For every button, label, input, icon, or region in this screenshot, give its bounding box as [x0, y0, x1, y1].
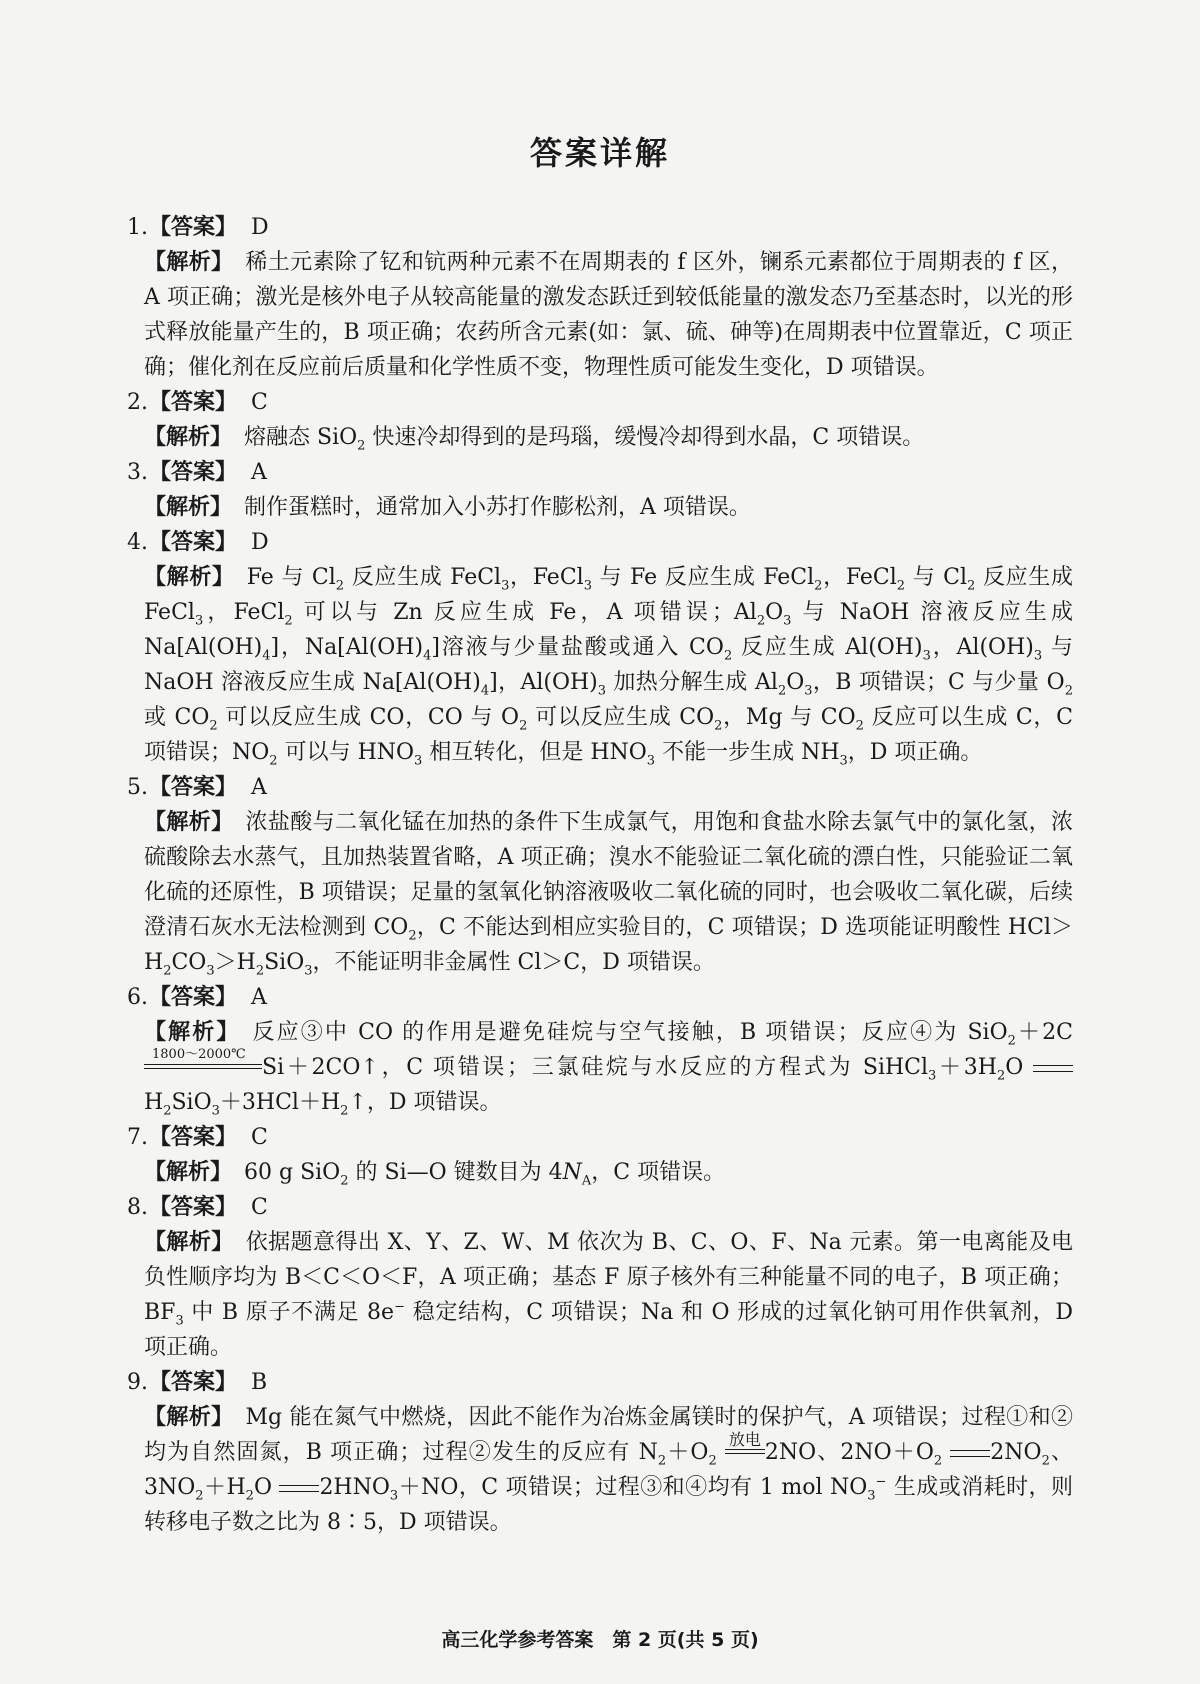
answer-item [127, 1365, 1073, 1540]
analysis-paragraph [127, 245, 1073, 385]
analysis-paragraph [127, 805, 1073, 980]
question-number: 8. [127, 1195, 148, 1220]
answer-list [127, 210, 1073, 1540]
answer-label: 【答案】 [149, 530, 238, 555]
answer-item [127, 210, 1073, 385]
answer-item [127, 455, 1073, 525]
answer-line [127, 210, 1073, 245]
answer-label: 【答案】 [149, 775, 238, 800]
question-number: 4. [127, 530, 148, 555]
answer-line [127, 385, 1073, 420]
answer-value: C [251, 1195, 268, 1220]
answer-line [127, 1365, 1073, 1400]
answer-line [127, 1190, 1073, 1225]
analysis-text: 浓盐酸与二氧化锰在加热的条件下生成氯气，用饱和食盐水除去氯气中的氯化氢，浓硫酸除去水蒸气，且加热装置省略，A 项正确；溴水不能验证二氧化硫的漂白性，只能验证二氧化硫的还原性，B 项错误；足量的氢氧化钠溶液吸收二氧化硫的同时，也会吸收二氧化碳，后续澄清石灰水无法检测到 $CO_2$，C 不能达到相应实验目的，C 项错误；D 选项能证明酸性 $HCl>H_2CO_3>H_2SiO_3$，不能证明非金属性 Cl＞C，D 项错误。 [144, 810, 1073, 979]
answer-line [127, 455, 1073, 490]
analysis-label: 【解析】 [144, 495, 233, 520]
answer-item [127, 1190, 1073, 1365]
question-number: 1. [127, 215, 148, 240]
analysis-label: 【解析】 [144, 1230, 234, 1255]
analysis-label: 【解析】 [144, 810, 234, 835]
analysis-text: Fe 与 $Cl_2$ 反应生成 FeCl$_3$，FeCl$_3$ 与 Fe 反应生成 FeCl$_2$，FeCl$_2$ 与 $Cl_2$ 反应生成 FeCl$_3$，FeCl$_2$ 可以与 Zn 反应生成 Fe，A 项错误；$Al_2O_3$ 与 NaOH 溶液反应生成 $Na[Al(OH)_4]$，$Na[Al(OH)_4]$溶液与少量盐酸或通入 $CO_2$ 反应生成 $Al(OH)_3$，$Al(OH)_3$ 与 NaOH 溶液反应生成 $Na[Al(OH)_4]$，$Al(OH)_3$ 加热分解生成 $Al_2O_3$，B 项错误；C 与少量 $O_2$ 或 $CO_2$ 可以反应生成 CO，CO 与 $O_2$ 可以反应生成 $CO_2$，Mg 与 $CO_2$ 反应可以生成 C，C 项错误；$NO_2$ 可以与 $HNO_3$ 相互转化，但是 $HNO_3$ 不能一步生成 $NH_3$，D 项正确。 [144, 565, 1074, 769]
question-number: 3. [127, 460, 148, 485]
analysis-paragraph [127, 1015, 1073, 1120]
analysis-text: 依据题意得出 X、Y、Z、W、M 依次为 B、C、O、F、Na 元素。第一电离能及电负性顺序均为 B＜C＜O＜F，A 项正确；基态 F 原子核外有三种能量不同的电子，B 项正确；$BF_3$ 中 B 原子不满足 8e− 稳定结构，C 项错误；Na 和 O 形成的过氧化钠可用作供氧剂，D 项正确。 [144, 1230, 1073, 1360]
answer-label: 【答案】 [149, 460, 238, 485]
answer-label: 【答案】 [149, 215, 238, 240]
question-number: 9. [127, 1370, 148, 1395]
answer-item [127, 1120, 1073, 1190]
analysis-paragraph [127, 1400, 1073, 1540]
analysis-paragraph [127, 420, 1073, 455]
analysis-text: 制作蛋糕时，通常加入小苏打作膨松剂，A 项错误。 [244, 495, 751, 520]
answer-line [127, 1120, 1073, 1155]
answer-value: D [251, 530, 269, 555]
question-number: 2. [127, 390, 148, 415]
answer-value: B [251, 1370, 268, 1395]
answer-label: 【答案】 [149, 1370, 238, 1395]
analysis-label: 【解析】 [144, 1020, 241, 1045]
analysis-label: 【解析】 [144, 425, 233, 450]
answer-line [127, 770, 1073, 805]
analysis-paragraph [127, 490, 1073, 525]
analysis-paragraph [127, 1225, 1073, 1365]
analysis-label: 【解析】 [144, 1160, 233, 1185]
analysis-paragraph [127, 560, 1073, 770]
answer-item [127, 770, 1073, 980]
answer-line [127, 525, 1073, 560]
answer-item [127, 525, 1073, 770]
analysis-paragraph [127, 1155, 1073, 1190]
answer-line [127, 980, 1073, 1015]
question-number: 5. [127, 775, 148, 800]
answer-value: A [251, 985, 267, 1010]
answer-label: 【答案】 [149, 985, 238, 1010]
answer-item [127, 980, 1073, 1120]
page-title: 答案详解 [529, 134, 670, 172]
question-number: 7. [127, 1125, 148, 1150]
analysis-text: 稀土元素除了钇和钪两种元素不在周期表的 f 区外，镧系元素都位于周期表的 f 区，A 项正确；激光是核外电子从较高能量的激发态跃迁到较低能量的激发态乃至基态时，以光的形式释放能量产生的，B 项正确；农药所含元素(如：氯、硫、砷等)在周期表中位置靠近，C 项正确；催化剂在反应前后质量和化学性质不变，物理性质可能发生变化，D 项错误。 [144, 250, 1073, 380]
analysis-text: 熔融态 SiO$_2$ 快速冷却得到的是玛瑙，缓慢冷却得到水晶，C 项错误。 [244, 425, 925, 454]
answer-item [127, 385, 1073, 455]
analysis-label: 【解析】 [144, 250, 234, 275]
answer-value: C [251, 390, 268, 415]
analysis-label: 【解析】 [144, 565, 235, 590]
answer-label: 【答案】 [149, 390, 238, 415]
answer-label: 【答案】 [149, 1195, 238, 1220]
answer-value: D [251, 215, 269, 240]
answer-value: A [251, 775, 267, 800]
analysis-text: Mg 能在氮气中燃烧，因此不能作为冶炼金属镁时的保护气，A 项错误；过程①和②均为自然固氮，B 项正确；过程②发生的反应有 $N_2+O_2$ 放电 2NO、$2NO+O_2$ $2NO_2$、$3NO_2+H_2O$ $2HNO_3+NO$，C 项错误；过程③和④均有 1 mol $NO_3^-$ 生成或消耗时，则转移电子数之比为 8∶5，D 项错误。 [144, 1405, 1074, 1535]
answer-value: C [251, 1125, 268, 1150]
analysis-text: 60 g SiO$_2$ 的 Si—O 键数目为 $4N_A$，C 项错误。 [244, 1160, 726, 1189]
analysis-label: 【解析】 [144, 1405, 234, 1430]
question-number: 6. [127, 985, 148, 1010]
answer-value: A [251, 460, 267, 485]
answer-label: 【答案】 [149, 1125, 238, 1150]
analysis-text: 反应③中 CO 的作用是避免硅烷与空气接触，B 项错误；反应④为 SiO$_2$＋2C 1800～2000℃ Si＋2CO↑，C 项错误；三氯硅烷与水反应的方程式为 $SiHCl_3+3H_2O$ $H_2SiO_3+3HCl+H_2↑$，D 项错误。 [144, 1020, 1073, 1119]
page-footer: 高三化学参考答案 第 2 页(共 5 页) [441, 1629, 759, 1651]
